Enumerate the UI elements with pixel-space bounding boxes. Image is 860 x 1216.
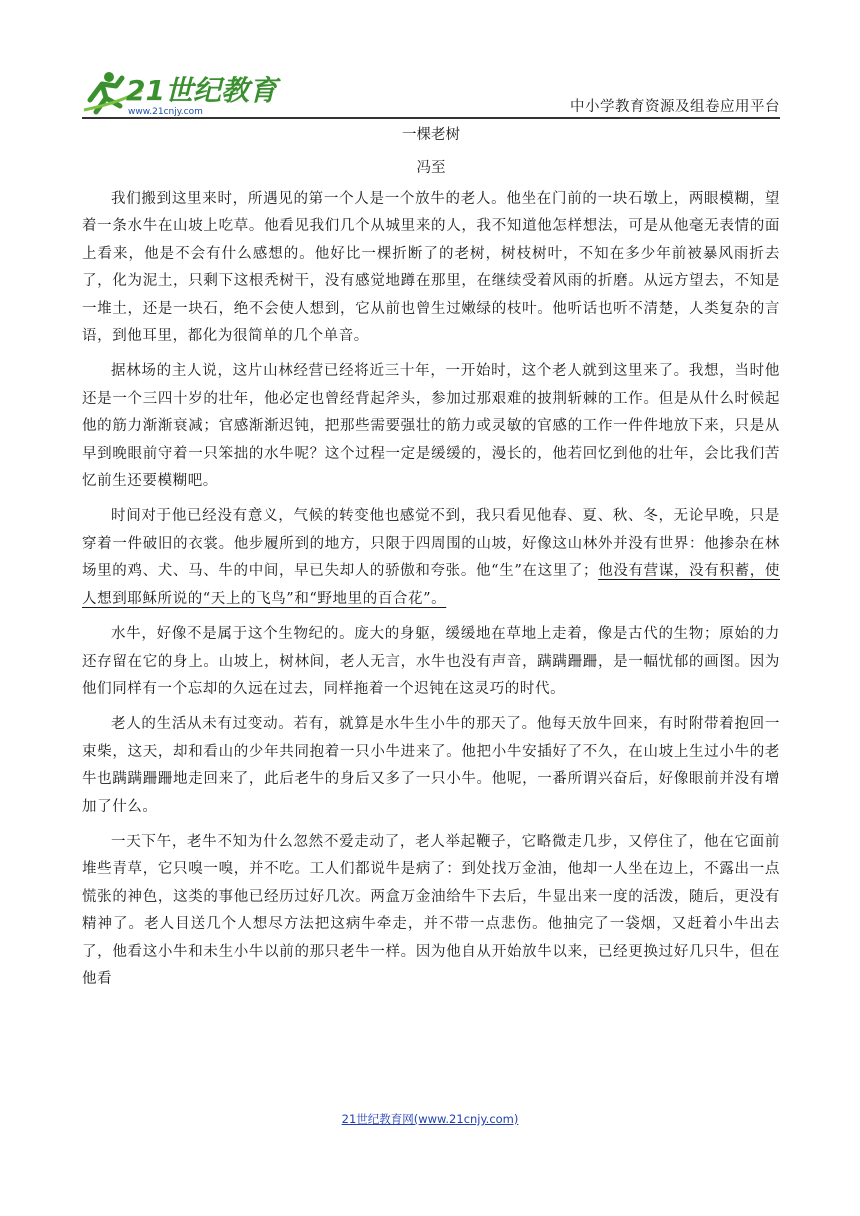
paragraph-text: 时间对于他已经没有意义，气候的转变他也感觉不到，我只看见他春、夏、秋、冬，无论早晚，只是穿着一件破旧的衣裳。他步履所到的地方，只限于四周围的山坡，好像这山林外并没有世界：他掺杂在林场里的鸡、犬、马、牛的中间，早已失却人的骄傲和夸张。他“生”在这里了； [82, 508, 780, 580]
paragraph: 水牛，好像不是属于这个生物纪的。庞大的身躯，缓缓地在草地上走着，像是古代的生物；原始的力还存留在它的身上。山坡上，树林间，老人无言，水牛也没有声音，蹒蹒跚跚，是一幅忧郁的画图。因为他们同样有一个忘却的久远在过去，同样拖着一个迟钝在这灵巧的时代。 [82, 626, 780, 697]
logo-url: www.21cnjy.com [128, 107, 203, 117]
page-header [82, 64, 780, 120]
header-divider [82, 117, 780, 119]
logo-text: 21世纪教育 [126, 74, 277, 107]
footer-link[interactable]: 21世纪教育网(www.21cnjy.com) [341, 1112, 519, 1126]
page-footer [0, 1111, 860, 1127]
article [82, 125, 780, 993]
article-author: 冯至 [416, 160, 446, 176]
paragraph [82, 503, 780, 613]
paragraph: 据林场的主人说，这片山林经营已经将近三十年，一开始时，这个老人就到这里来了。我想，当时他还是一个三四十岁的壮年，他必定也曾经背起斧头，参加过那艰难的披荆斩棘的工作。但是从什么时候起他的筋力渐渐衰减；官感渐渐迟钝，把那些需要强壮的筋力或灵敏的官感的工作一件件地放下来，只是从早到晚眼前守着一只笨拙的水牛呢？这个过程一定是缓缓的，漫长的，他若回忆到他的壮年，会比我们苦忆前生还要模糊吧。 [82, 363, 780, 490]
underlined-sentence: 他没有营谋，没有积蓄，使人想到耶稣所说的“天上的飞鸟”和“野地里的百合花”。 [82, 563, 780, 607]
platform-name: 中小学教育资源及组卷应用平台 [570, 99, 780, 115]
paragraph: 我们搬到这里来时，所遇见的第一个人是一个放牛的老人。他坐在门前的一块石墩上，两眼模糊，望着一条水牛在山坡上吃草。他看见我们几个从城里来的人，我不知道他怎样想法，可是从他毫无表情的面上看来，他是不会有什么感想的。他好比一棵折断了的老树，树枝树叶，不知在多少年前被暴风雨折去了，化为泥土，只剩下这根秃树干，没有感觉地蹲在那里，在继续受着风雨的折磨。从远方望去，不知是一堆土，还是一块石，绝不会使人想到，它从前也曾生过嫩绿的枝叶。他听话也听不清楚，人类复杂的言语，到他耳里，都化为很简单的几个单音。 [82, 191, 780, 345]
logo [82, 70, 277, 118]
paragraph: 一天下午，老牛不知为什么忽然不爱走动了，老人举起鞭子，它略微走几步，又停住了，他在它面前堆些青草，它只嗅一嗅，并不吃。工人们都说牛是病了：到处找万金油，他却一人坐在边上，不露出一点慌张的神色，这类的事他已经历过好几次。两盒万金油给牛下去后，牛显出来一度的活泼，随后，更没有精神了。老人目送几个人想尽方法把这病牛牵走，并不带一点悲伤。他抽完了一袋烟，又赶着小牛出去了，他看这小牛和未生小牛以前的那只老牛一样。因为他自从开始放牛以来，已经更换过好几只牛，但在他看 [82, 833, 780, 987]
paragraph: 老人的生活从未有过变动。若有，就算是水牛生小牛的那天了。他每天放牛回来，有时附带着抱回一束柴，这天，却和看山的少年共同抱着一只小牛进来了。他把小牛安插好了不久，在山坡上生过小牛的老牛也蹒蹒跚跚地走回来了，此后老牛的身后又多了一只小牛。他呢，一番所谓兴奋后，好像眼前并没有增加了什么。 [82, 716, 780, 815]
article-title: 一棵老树 [402, 127, 460, 143]
runner-head-icon [104, 72, 114, 82]
